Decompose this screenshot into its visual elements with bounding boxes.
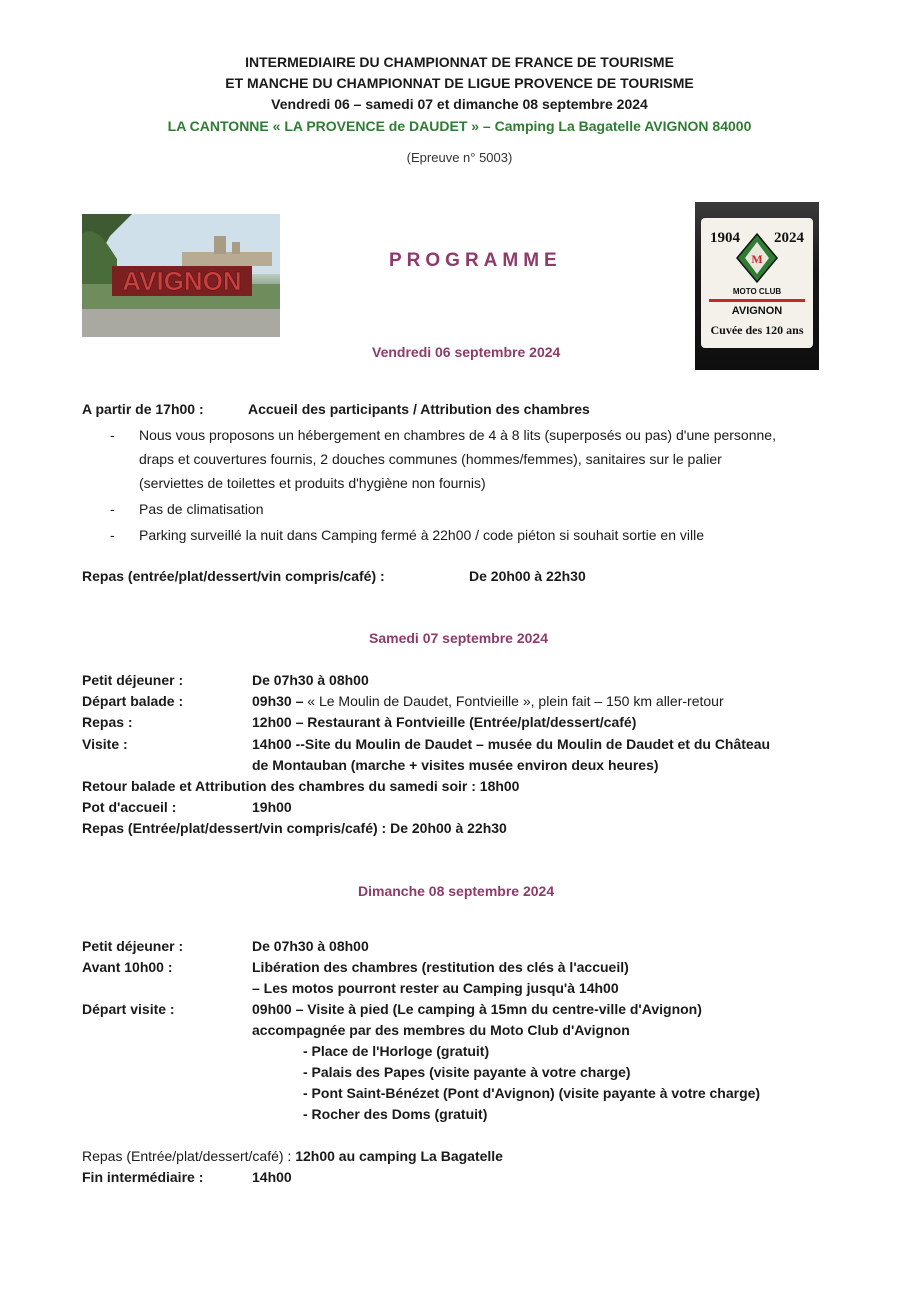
epreuve-number: (Epreuve n° 5003) — [406, 150, 513, 165]
sunday-visit-line-1: 09h00 – Visite à pied (Le camping à 15mn du centre-ville d'Avignon) — [252, 1001, 702, 1017]
saturday-visit-line-1: 14h00 --Site du Moulin de Daudet – musée du Moulin de Daudet et du Château — [252, 736, 771, 752]
sunday-checkout-line-2: – Les motos pourront rester au Camping jusqu'à 14h00 — [252, 980, 619, 996]
sunday-stop-item: - Palais des Papes (visite payante à votre charge) — [303, 1064, 631, 1080]
header-dates: Vendredi 06 – samedi 07 et dimanche 08 septembre 2024 — [271, 96, 648, 112]
header-line-1: INTERMEDIAIRE DU CHAMPIONNAT DE FRANCE DE TOURISME — [245, 54, 674, 70]
friday-arrival-text: Accueil des participants / Attribution des chambres — [248, 401, 590, 417]
sunday-breakfast-time: De 07h30 à 08h00 — [252, 938, 369, 954]
saturday-return-line: Retour balade et Attribution des chambres du samedi soir : 18h00 — [82, 778, 520, 794]
sunday-stop-item: - Pont Saint-Bénézet (Pont d'Avignon) (visite payante à votre charge) — [303, 1085, 761, 1101]
sunday-checkout-line-1: Libération des chambres (restitution des clés à l'accueil) — [252, 959, 629, 975]
friday-bullet-accommodation-3: (serviettes de toilettes et produits d'hygiène non fournis) — [139, 475, 486, 491]
header-line-2: ET MANCHE DU CHAMPIONNAT DE LIGUE PROVENCE DE TOURISME — [225, 75, 694, 91]
saturday-ride-text: « Le Moulin de Daudet, Fontvieille », plein fait – 150 km aller-retour — [303, 693, 724, 709]
label-cuvee: Cuvée des 120 ans — [710, 323, 804, 337]
saturday-ride-label: Départ balade : — [82, 693, 184, 709]
sunday-checkout-label: Avant 10h00 : — [82, 959, 173, 975]
saturday-welcome-label: Pot d'accueil : — [82, 799, 177, 815]
label-year-left: 1904 — [710, 230, 740, 246]
friday-meal-time: De 20h00 à 22h30 — [469, 568, 586, 584]
sunday-lunch-line — [82, 1148, 503, 1164]
saturday-dinner-line: Repas (Entrée/plat/dessert/vin compris/café) : De 20h00 à 22h30 — [82, 820, 507, 836]
friday-bullet-air-conditioning: Pas de climatisation — [139, 501, 264, 517]
header-event-title: LA CANTONNE « LA PROVENCE de DAUDET » – Camping La Bagatelle AVIGNON 84000 — [167, 118, 752, 134]
label-year-right: 2024 — [774, 230, 804, 246]
saturday-breakfast-time: De 07h30 à 08h00 — [252, 672, 369, 688]
bottle-label-illustration — [695, 202, 819, 370]
saturday-visit-line-2: de Montauban (marche + visites musée environ deux heures) — [252, 757, 659, 773]
sunday-lunch-label: Repas (Entrée/plat/dessert/café) : — [82, 1148, 296, 1164]
sunday-stop-item: - Place de l'Horloge (gratuit) — [303, 1043, 490, 1059]
friday-meal-label: Repas (entrée/plat/dessert/vin compris/café) : — [82, 568, 385, 584]
bullet-marker: - — [110, 501, 115, 517]
saturday-lunch-text: 12h00 – Restaurant à Fontvieille (Entrée/plat/dessert/café) — [252, 714, 637, 730]
svg-text:M: M — [751, 252, 763, 266]
label-city: AVIGNON — [731, 305, 783, 317]
programme-title: PROGRAMME — [389, 250, 562, 271]
sunday-breakfast-label: Petit déjeuner : — [82, 938, 184, 954]
bullet-marker: - — [110, 427, 115, 443]
avignon-photo-illustration — [82, 214, 280, 337]
saturday-title: Samedi 07 septembre 2024 — [369, 630, 548, 646]
sunday-title: Dimanche 08 septembre 2024 — [358, 883, 555, 899]
bullet-marker: - — [110, 527, 115, 543]
sunday-lunch-details: 12h00 au camping La Bagatelle — [295, 1148, 503, 1164]
sunday-stop-item: - Rocher des Doms (gratuit) — [303, 1106, 488, 1122]
photo-sign-text: AVIGNON — [122, 266, 242, 296]
sunday-end-time: 14h00 — [252, 1169, 292, 1185]
friday-bullet-accommodation-1: Nous vous proposons un hébergement en chambres de 4 à 8 lits (superposés ou pas) d'une personne, — [139, 427, 776, 443]
sunday-visit-line-2: accompagnée par des membres du Moto Club d'Avignon — [252, 1022, 630, 1038]
sunday-visit-label: Départ visite : — [82, 1001, 175, 1017]
sunday-end-label: Fin intermédiaire : — [82, 1169, 204, 1185]
friday-arrival-label: A partir de 17h00 : — [82, 401, 204, 417]
friday-bullet-parking: Parking surveillé la nuit dans Camping fermé à 22h00 / code piéton si souhait sortie en ville — [139, 527, 704, 543]
friday-bullet-accommodation-2: draps et couvertures fournis, 2 douches communes (hommes/femmes), sanitaires sur le palier — [139, 451, 722, 467]
saturday-lunch-label: Repas : — [82, 714, 133, 730]
label-club: MOTO CLUB — [732, 287, 782, 296]
saturday-ride-line — [252, 693, 724, 709]
wine-bottle-photo — [695, 202, 819, 370]
avignon-sign-photo — [82, 214, 280, 337]
saturday-ride-time: 09h30 – — [252, 693, 304, 709]
saturday-breakfast-label: Petit déjeuner : — [82, 672, 184, 688]
saturday-welcome-time: 19h00 — [252, 799, 292, 815]
friday-title: Vendredi 06 septembre 2024 — [372, 344, 561, 360]
saturday-visit-label: Visite : — [82, 736, 128, 752]
